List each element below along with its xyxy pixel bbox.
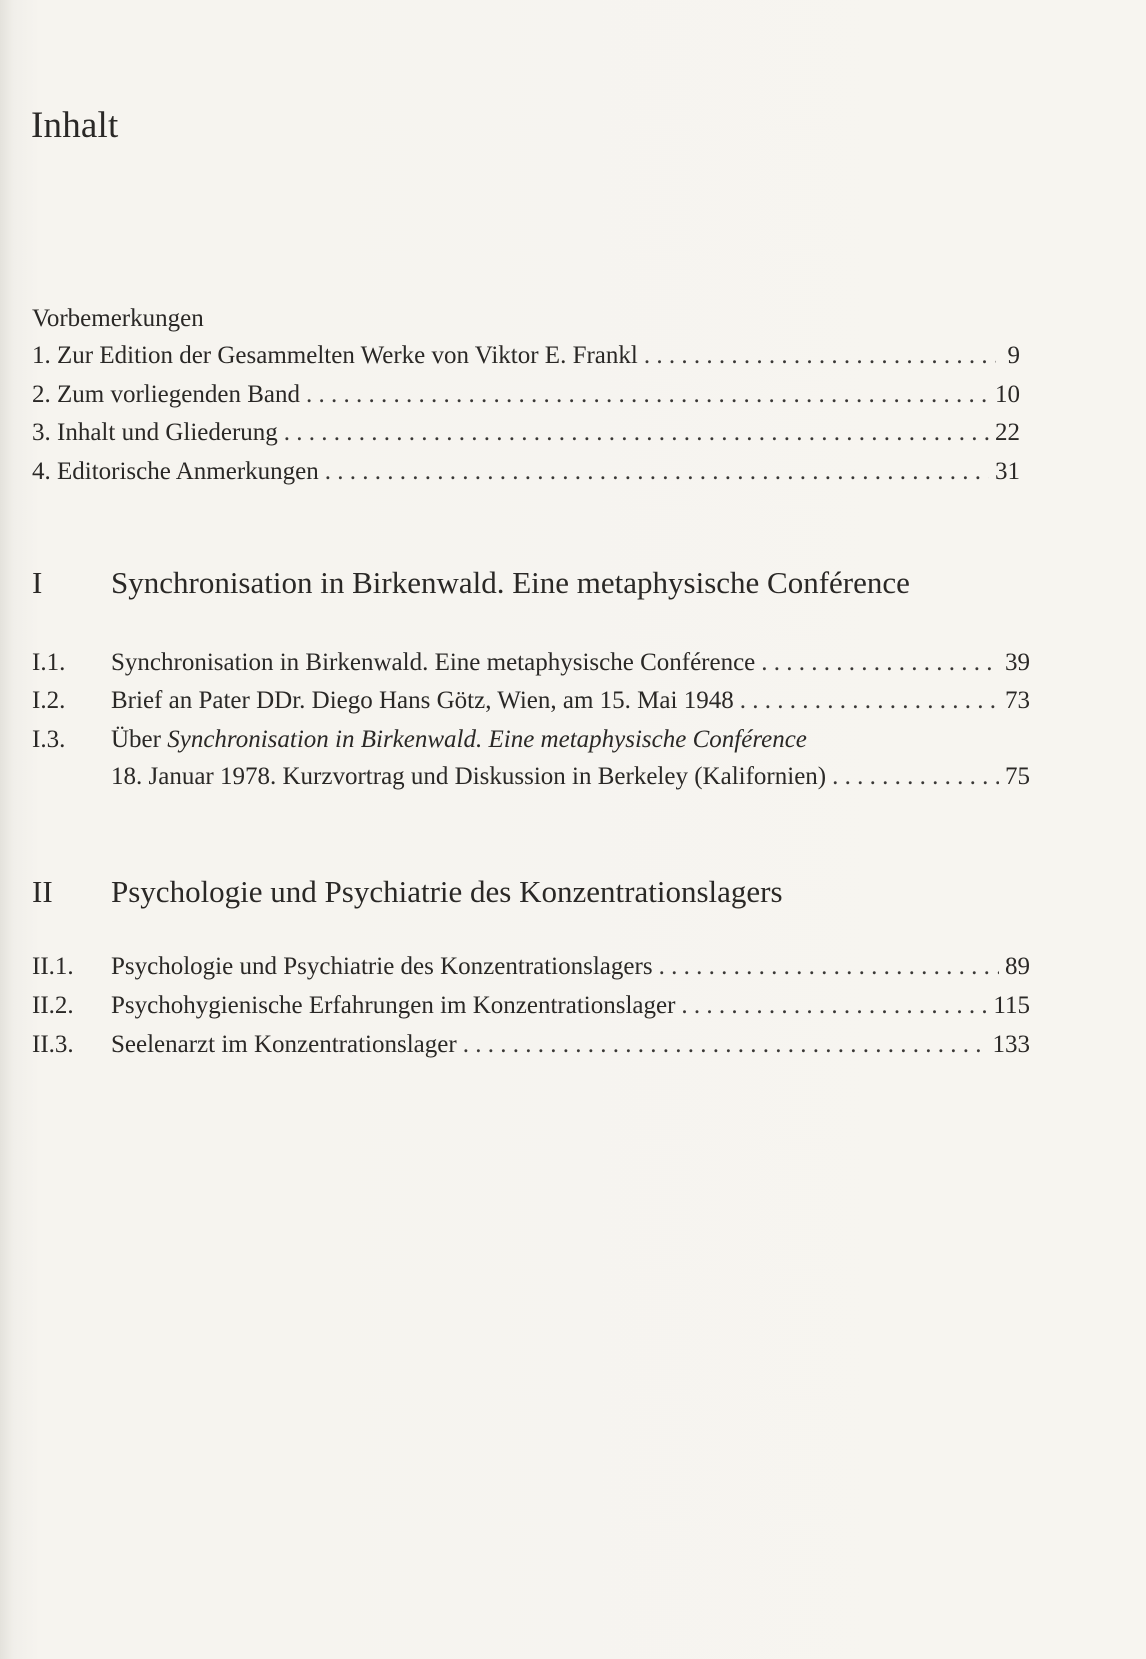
section-title: Psychologie und Psychiatrie des Konzentrationslagers — [111, 874, 783, 909]
entry-label: Seelenarzt im Konzentrationslager — [111, 1031, 457, 1058]
entry-number: II.2. — [32, 992, 74, 1019]
entry-label: Psychohygienische Erfahrungen im Konzentrationslager — [111, 992, 676, 1019]
toc-entry — [32, 649, 1030, 677]
entry-label: 18. Januar 1978. Kurzvortrag und Diskussion in Berkeley (Kalifornien) — [111, 763, 827, 790]
leader-dots — [681, 992, 987, 1020]
entry-label-italic: Synchronisation in Birkenwald. Eine metaphysische Conférence — [167, 726, 807, 753]
page-number: 133 — [992, 1031, 1030, 1058]
toc-entry — [32, 953, 1030, 981]
page-title: Inhalt — [31, 105, 119, 146]
entry-label: 3. Inhalt und Gliederung — [32, 419, 278, 446]
leader-dots — [463, 1031, 987, 1059]
entry-label: Synchronisation in Birkenwald. Eine metaphysische Conférence — [111, 649, 756, 676]
page-number: 22 — [995, 419, 1020, 446]
entry-number: I.1. — [32, 649, 66, 676]
entry-number: II.1. — [32, 953, 74, 980]
toc-entry — [32, 342, 1020, 370]
entry-number: I.2. — [32, 687, 66, 714]
toc-entry-continuation — [111, 763, 1030, 791]
page-number: 89 — [1005, 953, 1030, 980]
toc-entry — [32, 687, 1030, 715]
leader-dots — [644, 342, 996, 370]
page-number: 115 — [993, 992, 1030, 1019]
section-heading — [32, 565, 910, 601]
entry-number: II.3. — [32, 1031, 74, 1058]
toc-entry — [32, 458, 1020, 486]
page-number: 75 — [1005, 763, 1030, 790]
section-number: I — [32, 565, 43, 600]
leader-dots — [659, 953, 999, 981]
page-number: 73 — [1005, 687, 1030, 714]
page-number: 39 — [1005, 649, 1030, 676]
page-number: 10 — [995, 381, 1020, 408]
leader-dots — [832, 763, 999, 791]
toc-entry — [32, 992, 1030, 1020]
preface-heading: Vorbemerkungen — [32, 305, 204, 332]
section-title: Synchronisation in Birkenwald. Eine metaphysische Conférence — [111, 565, 910, 600]
leader-dots — [284, 419, 989, 447]
section-heading — [32, 874, 783, 910]
leader-dots — [325, 458, 989, 486]
leader-dots — [740, 687, 999, 715]
entry-label: 2. Zum vorliegenden Band — [32, 381, 300, 408]
entry-label-prefix: Über — [111, 726, 161, 753]
leader-dots — [761, 649, 999, 677]
toc-entry — [32, 381, 1020, 409]
toc-entry — [32, 726, 1030, 754]
entry-label: 4. Editorische Anmerkungen — [32, 458, 319, 485]
page-number: 9 — [1007, 342, 1020, 369]
page-number: 31 — [995, 458, 1020, 485]
entry-label: Brief an Pater DDr. Diego Hans Götz, Wien, am 15. Mai 1948 — [111, 687, 734, 714]
entry-number: I.3. — [32, 726, 66, 753]
section-number: II — [32, 874, 53, 909]
toc-entry — [32, 1031, 1030, 1059]
entry-label: 1. Zur Edition der Gesammelten Werke von Viktor E. Frankl — [32, 342, 638, 369]
entry-label: Psychologie und Psychiatrie des Konzentrationslagers — [111, 953, 653, 980]
toc-entry — [32, 419, 1020, 447]
leader-dots — [306, 381, 989, 409]
